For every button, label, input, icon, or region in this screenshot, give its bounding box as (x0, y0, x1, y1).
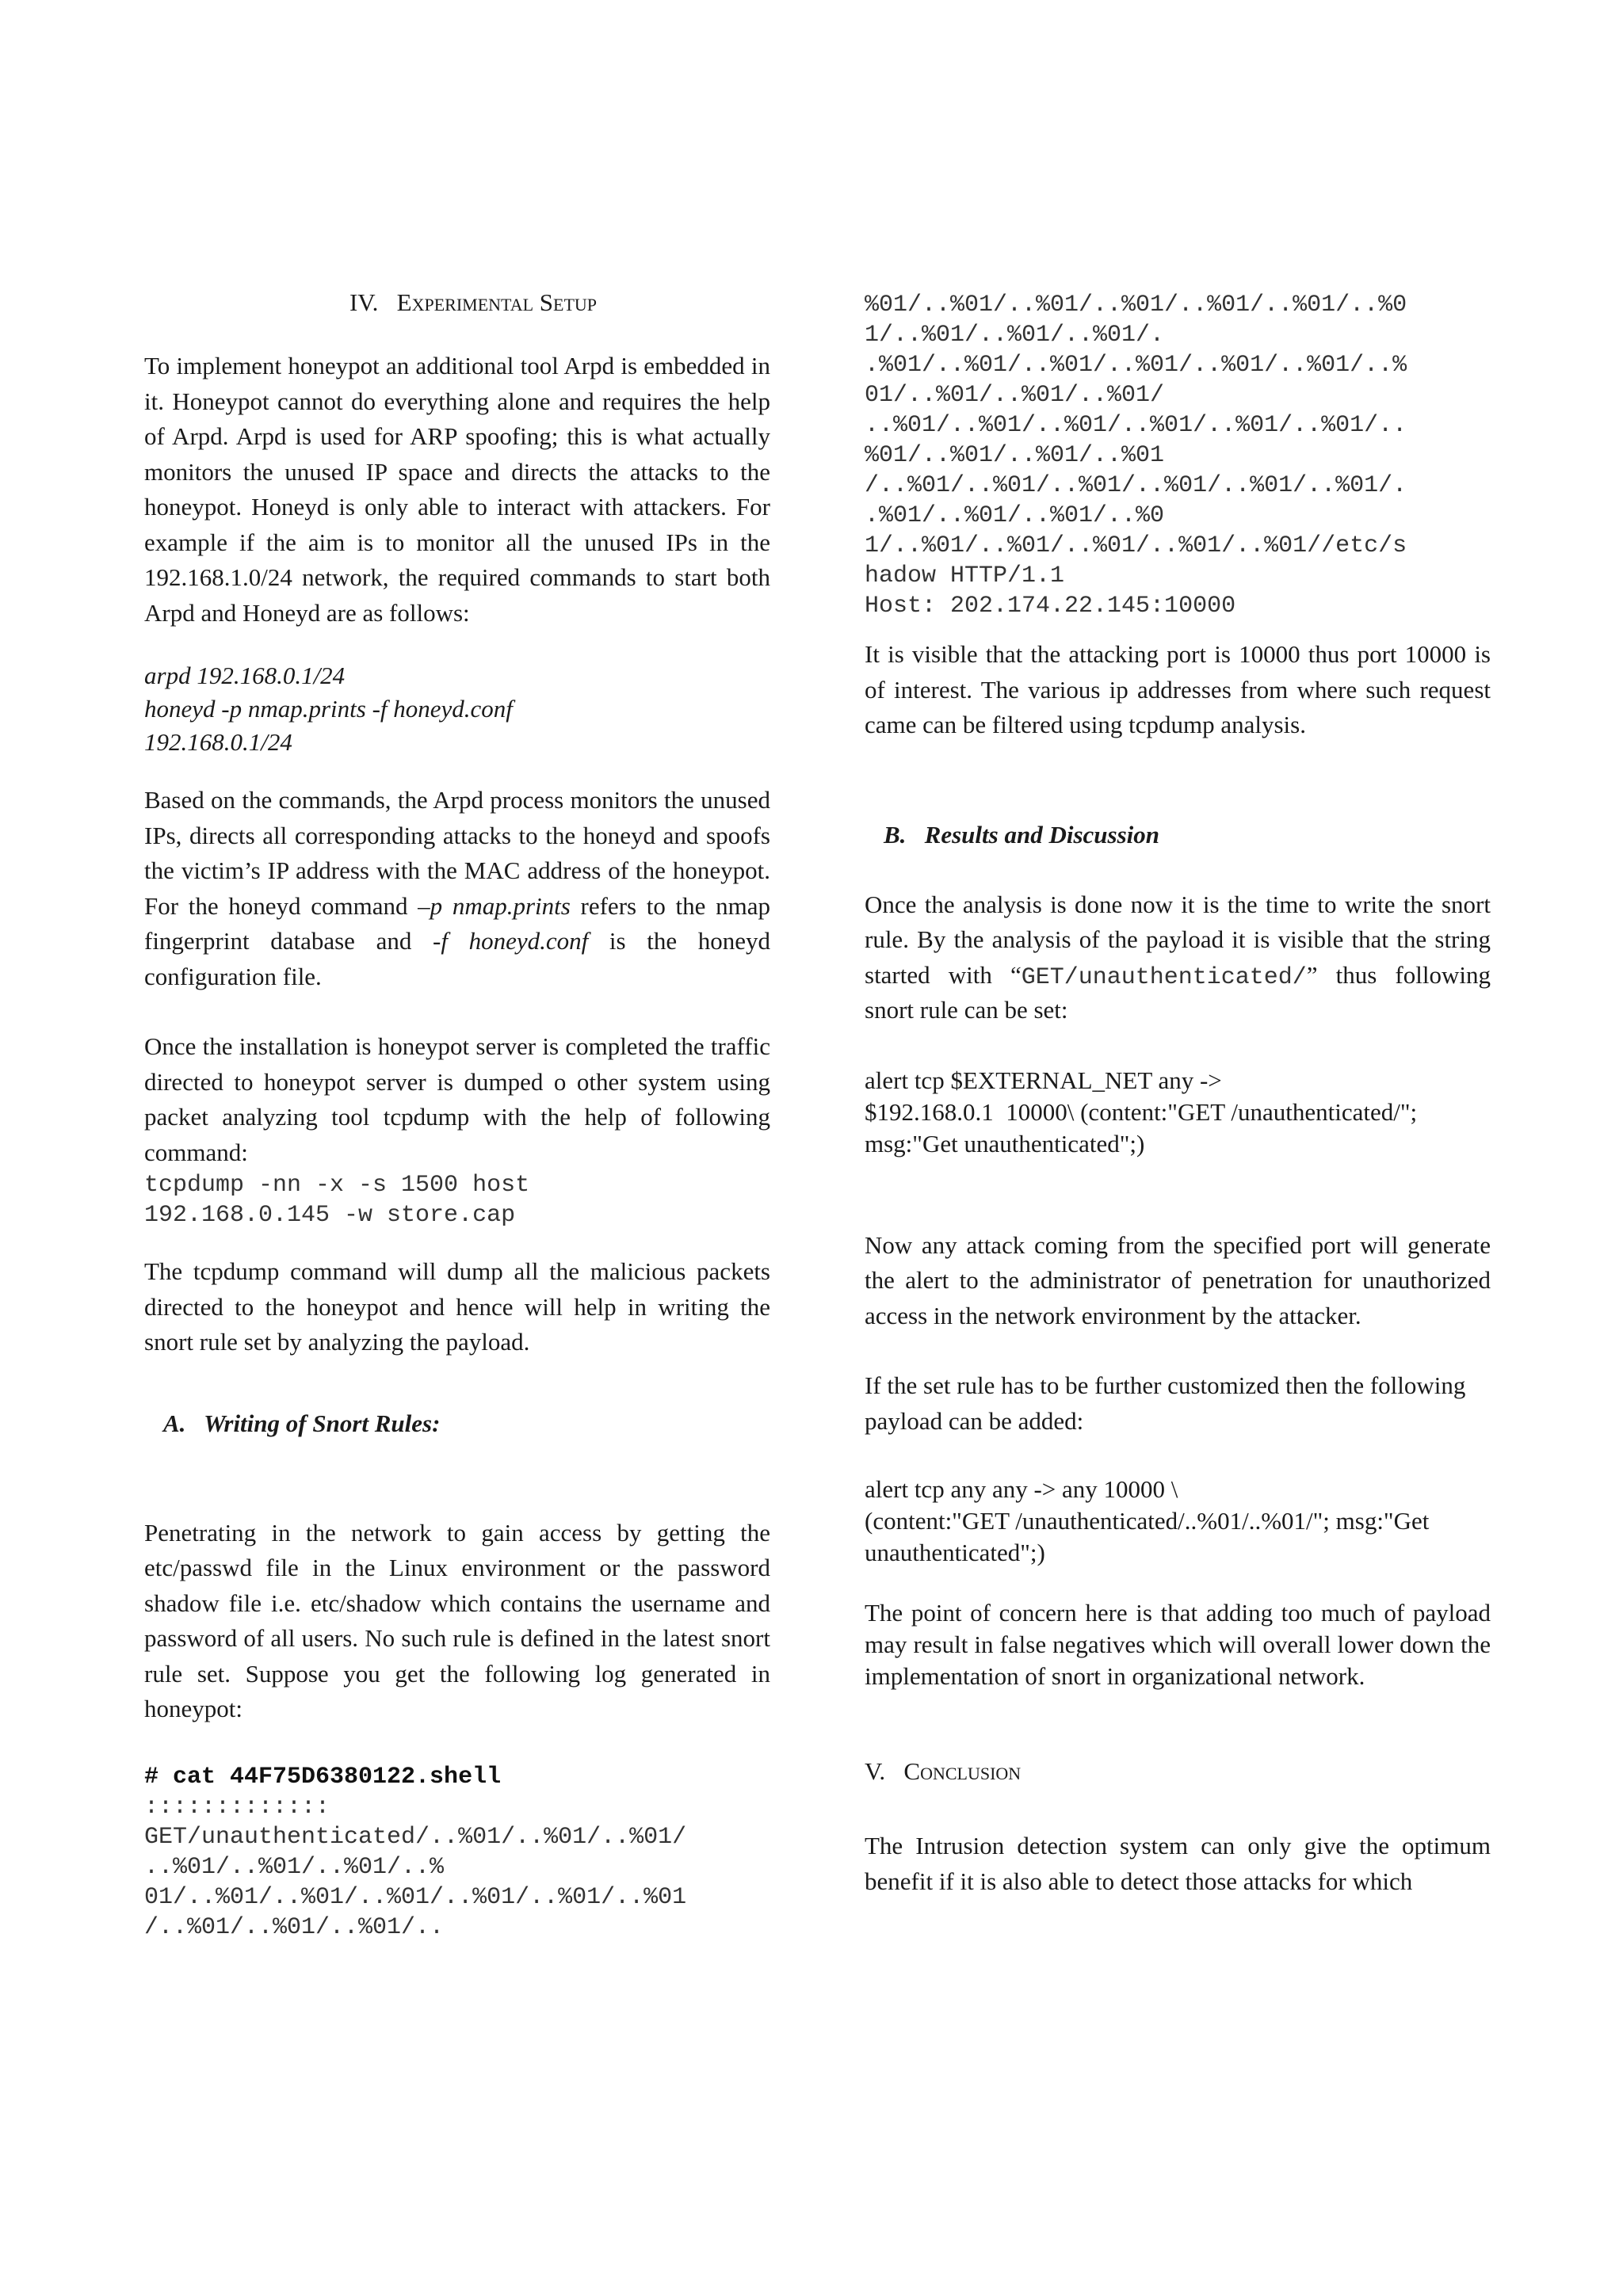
subsection-heading-snort-rules: A. Writing of Snort Rules: (163, 1409, 441, 1437)
paragraph-arpd-intro: To implement honeypot an additional tool Arpd is embedded in it. Honeypot cannot do everything alone and requires the help of Arpd. Arpd is used for ARP spoofing; this is what actually monitors the unused IP space and directs the attacks to the honeypot. Honeyd is only able to interact with attackers. For example if the aim is to monitor all the unused IPs in the 192.168.1.0/24 network, the required commands to start both Arpd and Honeyd are as follows: (144, 352, 770, 627)
section-heading-experimental-setup (176, 285, 770, 320)
paragraph-analysis (865, 887, 1491, 1028)
left-column (144, 285, 770, 1943)
text-run: is the honeyd configuration file. (144, 927, 770, 990)
command-line: 192.168.0.1/24 (144, 728, 292, 756)
inline-code: GET/unauthenticated/ (1021, 963, 1307, 991)
text-run-italic: -f honeyd.conf (433, 927, 589, 955)
paragraph-alert: Now any attack coming from the specified port will generate the alert to the administrator of penetration for unauthorized access in the network environment by the attacker. (865, 1230, 1491, 1329)
log-command: # cat 44F75D6380122.shell (144, 1763, 502, 1791)
command-line: arpd 192.168.0.1/24 (144, 662, 346, 689)
paragraph-arpd-process (144, 783, 770, 994)
command-line: honeyd -p nmap.prints -f honeyd.conf (144, 695, 513, 723)
log-output-right: %01/..%01/..%01/..%01/..%01/..%01/..%0 1/..%01/..%01/..%01/. .%01/..%01/..%01/..%01/..%01/..%01/..% 01/..%01/..%01/..%01/ ..%01/..%01/..%01/..%01/..%01/..%01/.. %01/..%01/..%01/..%01 /..%01/..%01/..%01/..%01/..%01/..%01/. .%01/..%01/..%01/..%0 1/..%01/..%01/..%01/..%01/..%01//etc/s hadow HTTP/1.1 Host: 202.174.22.145:10000 (865, 292, 1407, 620)
paragraph-concern: The point of concern here is that adding too much of payload may result in false negatives which will overall lower down the implementation of snort in organizational network. (865, 1599, 1491, 1690)
command-block (144, 659, 770, 759)
section-number: IV. (349, 288, 379, 316)
section-heading-conclusion (865, 1754, 1491, 1789)
tcpdump-command: tcpdump -nn -x -s 1500 host 192.168.0.145 -w store.cap (144, 1172, 530, 1229)
text-run: ” thus following snort rule can be set: (865, 960, 1491, 1024)
section-title: Experimental Setup (396, 288, 598, 316)
paragraph-tcpdump-intro: Once the installation is honeypot server is completed the traffic directed to honeypot server is dumped o other system using packet analyzing tool tcpdump with the help of following command: (144, 1032, 770, 1166)
right-column (865, 290, 1491, 1899)
subsection-heading-results: B. Results and Discussion (884, 820, 1159, 849)
paragraph-tcpdump-explain: The tcpdump command will dump all the malicious packets directed to the honeypot and hence will help in writing the snort rule set by analyzing the payload. (144, 1257, 770, 1356)
paragraph-attacking-port: It is visible that the attacking port is 10000 thus port 10000 is of interest. The various ip addresses from where such request came can be filtered using tcpdump analysis. (865, 640, 1491, 738)
log-output-left: ::::::::::::: GET/unauthenticated/..%01/..%01/..%01/ ..%01/..%01/..%01/..% 01/..%01/..%01/..%01/..%01/..%01/..%01 /..%01/..%01/..%01/.. (144, 1793, 687, 1941)
snort-rule-1: alert tcp $EXTERNAL_NET any -> $192.168.0.1 10000\ (content:"GET /unauthenticated/"; msg:"Get unauthenticated";) (865, 1066, 1418, 1158)
paragraph-customize: If the set rule has to be further customized then the following payload can be added: (865, 1371, 1466, 1435)
paragraph-penetrating: Penetrating in the network to gain access by getting the etc/passwd file in the Linux environment or the password shadow file i.e. etc/shadow which contains the username and password of all users. No such rule is defined in the latest snort rule set. Suppose you get the following log generated in honeypot: (144, 1518, 770, 1722)
text-run: Based on the commands, the Arpd process monitors the unused IPs, directs all corresponding attacks to the honeyd and spoofs the victim’s IP address with the MAC address of the honeypot. For the honeyd command (144, 786, 770, 920)
paragraph-conclusion: The Intrusion detection system can only give the optimum benefit if it is also able to detect those attacks for which (865, 1832, 1491, 1895)
text-run: Once the analysis is done now it is the time to write the snort rule. By the analysis of the payload it is visible that the string started with “ (865, 890, 1491, 989)
text-run-italic: –p nmap.prints (418, 891, 571, 920)
text-run: refers to the nmap fingerprint database and (144, 891, 770, 955)
snort-rule-2: alert tcp any any -> any 10000 \ (content:"GET /unauthenticated/..%01/..%01/"; msg:"Get unauthenticated";) (865, 1475, 1430, 1566)
section-title: Conclusion (903, 1757, 1022, 1785)
section-number: V. (865, 1757, 886, 1785)
